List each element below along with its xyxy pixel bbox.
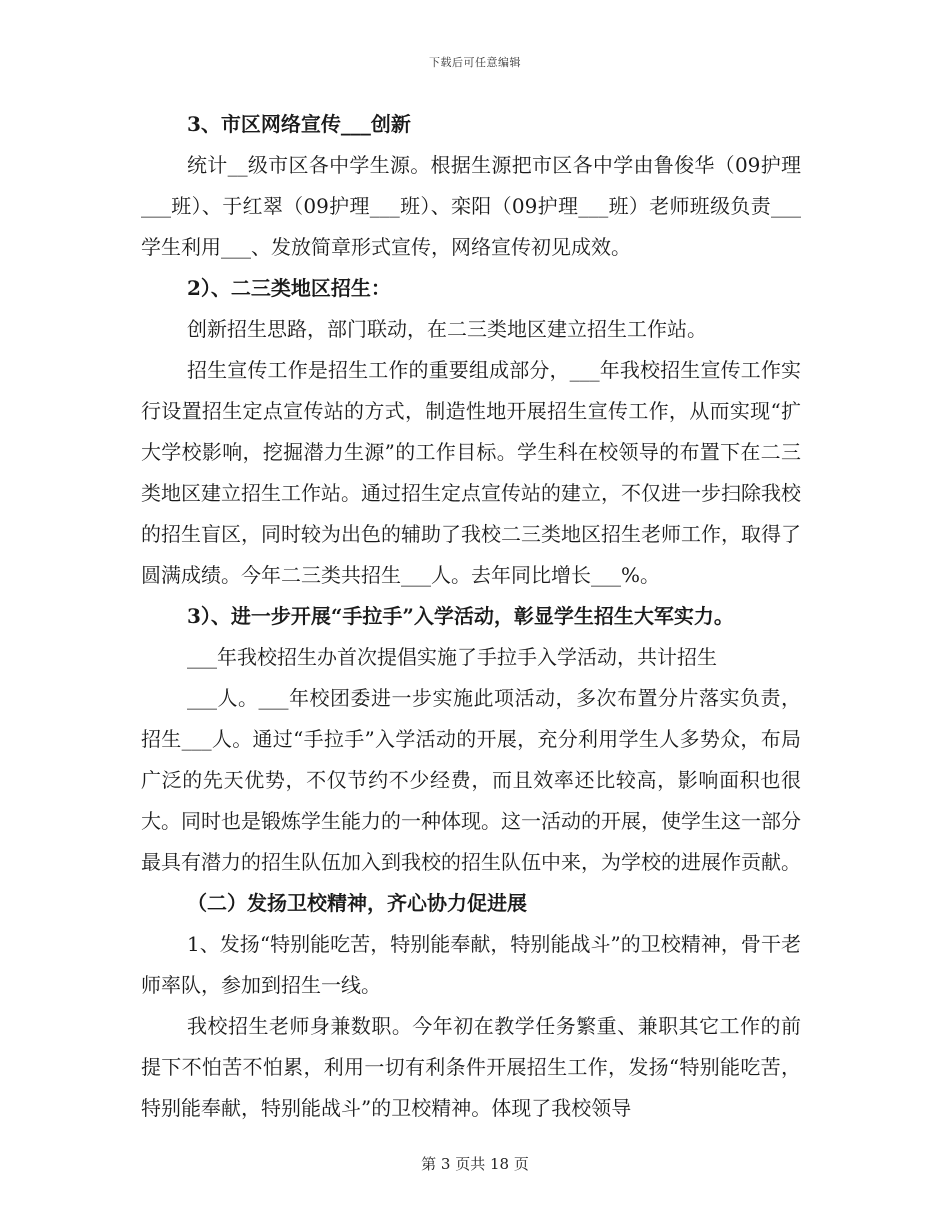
- paragraph-spirit-item-1: 1、发扬“特别能吃苦，特别能奉献，特别能战斗”的卫校精神，骨干老师率队，参加到招生一线。: [141, 932, 801, 997]
- heading-hand-in-hand: 3）、进一步开展“手拉手”入学活动，彰显学生招生大军实力。: [187, 604, 734, 628]
- paragraph-hand-in-hand-detail: ___人。___年校团委进一步实施此项活动，多次布置分片落实负责，招生___人。通过“手拉手”入学活动的开展，充分利用学生人多势众，布局广泛的先天优势，不仅节约不少经费，而且效率还比较高，影响面积也很大。同时也是锻炼学生能力的一种体现。这一活动的开展，使学生这一部分最具有潜力的招生队伍加入到我校的招生队伍中来，为学校的进展作贡献。: [141, 686, 801, 874]
- paragraph-promotion-stations: 招生宣传工作是招生工作的重要组成部分，___年我校招生宣传工作实行设置招生定点宣传站的方式，制造性地开展招生宣传工作，从而实现“扩大学校影响，挖掘潜力生源”的工作目标。学生科在校领导的布置下在二三类地区建立招生工作站。通过招生定点宣传站的建立，不仅进一步扫除我校的招生盲区，同时较为出色的辅助了我校二三类地区招生老师工作，取得了圆满成绩。今年二三类共招生___人。去年同比增长___%。: [141, 358, 801, 587]
- heading-rural-enrollment: 2）、二三类地区招生：: [187, 276, 391, 300]
- paragraph-teachers: 我校招生老师身兼数职。今年初在教学任务繁重、兼职其它工作的前提下不怕苦不怕累，利用一切有利条件开展招生工作，发扬“特别能吃苦，特别能奉献，特别能战斗”的卫校精神。体现了我校领导: [141, 1014, 801, 1120]
- document-body: [141, 104, 801, 1129]
- page-number: 第 3 页共 18 页: [421, 1155, 529, 1173]
- paragraph-hand-in-hand-intro: ___年我校招生办首次提倡实施了手拉手入学活动，共计招生: [187, 645, 717, 669]
- heading-school-spirit: （二）发扬卫校精神，齐心协力促进展: [187, 891, 527, 915]
- paragraph-city-sources: 统计__级市区各中学生源。根据生源把市区各中学由鲁俊华（09护理___班）、于红翠（09护理___班）、栾阳（09护理___班）老师班级负责___学生利用___、发放简章形式宣传，网络宣传初见成效。: [141, 153, 801, 259]
- heading-network-promotion: 3、市区网络宣传___创新: [187, 112, 411, 136]
- page-header: 下载后可任意编辑: [429, 56, 521, 69]
- paragraph-innovation: 创新招生思路，部门联动，在二三类地区建立招生工作站。: [187, 317, 707, 341]
